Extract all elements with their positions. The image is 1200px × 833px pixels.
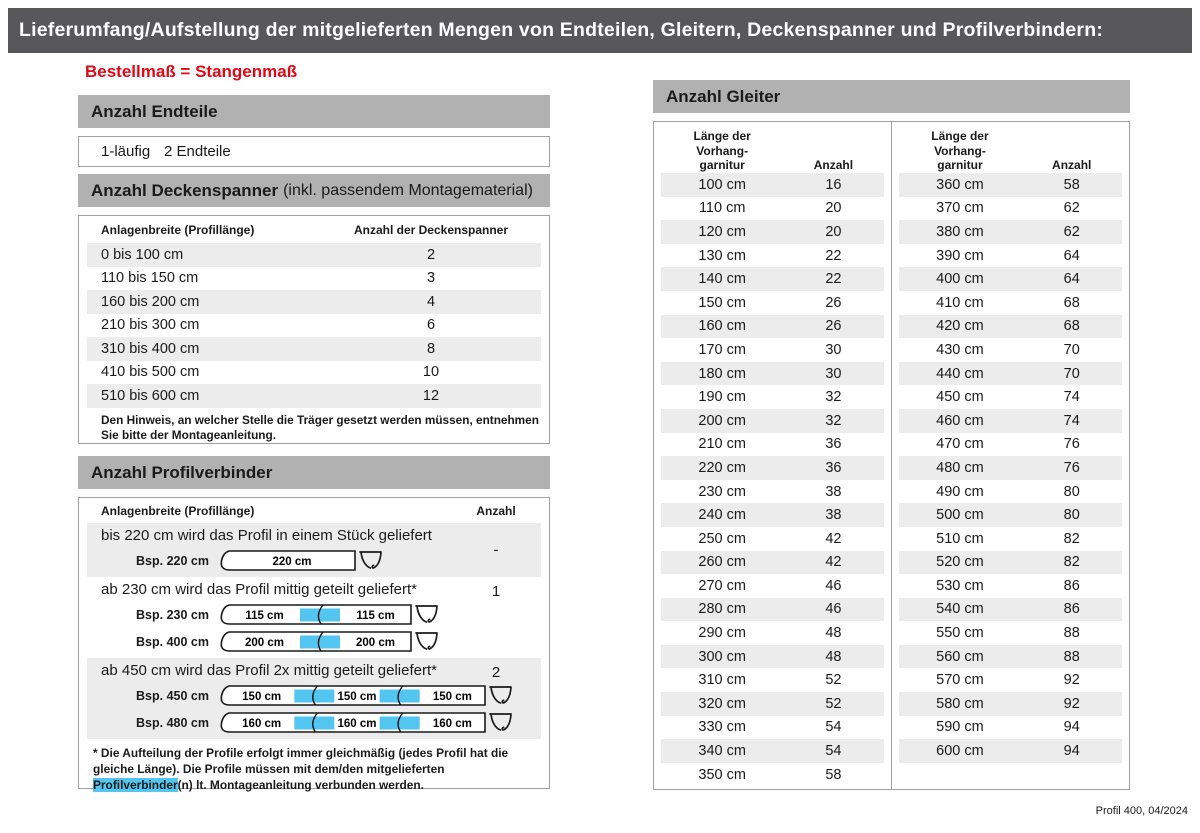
section-title: Anzahl Gleiter — [666, 86, 781, 106]
table-row — [661, 551, 884, 575]
cell-anzahl: 4 — [426, 293, 436, 310]
cell-anzahl: 94 — [1063, 719, 1080, 736]
gleiter-subtable-left — [654, 122, 892, 789]
cell-anzahl: 52 — [825, 695, 842, 712]
table-row — [899, 456, 1123, 480]
column-header: Anlagenbreite (Profillänge) — [101, 504, 255, 518]
cell-anzahl: 2 — [426, 246, 436, 263]
table-row — [899, 409, 1123, 433]
cell-anzahl: 82 — [1063, 530, 1080, 547]
cell-anzahl: 52 — [825, 672, 842, 689]
deckenspanner-note: Den Hinweis, an welcher Stelle die Träger gesetzt werden müssen, entnehmen Sie bitte der Montageanleitung. — [101, 412, 539, 442]
cell-laenge: 380 cm — [936, 223, 984, 240]
document-footer: Profil 400, 04/2024 — [1095, 805, 1188, 817]
cell-anzahl: 88 — [1063, 648, 1080, 665]
cell-anzahl: 58 — [1063, 176, 1080, 193]
row-description: ab 450 cm wird das Profil 2x mittig geteilt geliefert* — [101, 662, 437, 679]
cell-anzahl: 76 — [1063, 459, 1080, 476]
section-title: Anzahl Endteile — [91, 101, 218, 121]
cell-laenge: 570 cm — [936, 672, 984, 689]
cell-laenge: 560 cm — [936, 648, 984, 665]
cell-anzahl: 26 — [825, 318, 842, 335]
table-row — [899, 291, 1123, 315]
cell-anzahl: 54 — [825, 743, 842, 760]
cell-laenge: 510 cm — [936, 530, 984, 547]
cell-laenge: 530 cm — [936, 577, 984, 594]
cell-anzahl: 62 — [1063, 200, 1080, 217]
profile-end-cap — [490, 687, 511, 703]
column-header: Anzahl — [1052, 158, 1092, 172]
section-title: Anzahl Deckenspanner — [91, 180, 279, 200]
segment-length-label: 160 cm — [432, 718, 472, 730]
cell-anlagenbreite: 210 bis 300 cm — [101, 317, 200, 334]
cell-anlagenbreite: 0 bis 100 cm — [101, 246, 184, 263]
cell-laenge: 270 cm — [698, 577, 746, 594]
cell-anzahl: 36 — [825, 459, 842, 476]
cell-laenge: 400 cm — [936, 271, 984, 288]
section-title: Anzahl Profilverbinder — [91, 462, 273, 482]
column-header: Anlagenbreite (Profillänge) — [101, 223, 255, 237]
cell-anlagenbreite: 160 bis 200 cm — [101, 293, 200, 310]
cell-laenge: 290 cm — [698, 625, 746, 642]
cell-anzahl: 1 — [491, 583, 501, 600]
cell-anzahl: 6 — [426, 317, 436, 334]
cell-laenge: 520 cm — [936, 554, 984, 571]
cell-laenge: 580 cm — [936, 695, 984, 712]
cell-laenge: 590 cm — [936, 719, 984, 736]
table-body — [79, 523, 549, 739]
cell-anzahl: 80 — [1063, 483, 1080, 500]
cell-anzahl: 16 — [825, 176, 842, 193]
table-row — [661, 362, 884, 386]
table-body — [79, 243, 549, 408]
profilverbinder-row — [87, 577, 541, 658]
table-row — [87, 243, 541, 267]
profile-diagram — [215, 603, 444, 627]
row-description: bis 220 cm wird das Profil in einem Stück geliefert — [101, 527, 432, 544]
cell-anzahl: 30 — [825, 365, 842, 382]
cell-laenge: 150 cm — [698, 294, 746, 311]
table-row — [661, 173, 884, 197]
cell-laenge: 450 cm — [936, 389, 984, 406]
profile-diagram — [215, 549, 388, 573]
segment-length-label: 115 cm — [245, 610, 284, 622]
cell-laenge: 480 cm — [936, 459, 984, 476]
table-row — [899, 621, 1123, 645]
profilverbinder-table — [78, 497, 550, 793]
cell-anlagenbreite: 110 bis 150 cm — [101, 270, 199, 287]
cell-anzahl: 36 — [825, 436, 842, 453]
cell-anzahl: 32 — [825, 389, 842, 406]
table-row — [661, 291, 884, 315]
cell-laenge: 190 cm — [698, 389, 746, 406]
cell-laenge: 470 cm — [936, 436, 984, 453]
example-label: Bsp. 220 cm — [136, 554, 209, 568]
endteile-variant: 1-läufig — [101, 143, 151, 160]
cell-laenge: 490 cm — [936, 483, 984, 500]
cell-laenge: 220 cm — [698, 459, 746, 476]
cell-anzahl: 70 — [1063, 365, 1080, 382]
gleiter-table — [653, 121, 1130, 790]
table-row — [661, 456, 884, 480]
cell-laenge: 330 cm — [698, 719, 746, 736]
table-row — [899, 315, 1123, 339]
table-body — [899, 173, 1123, 763]
table-row — [661, 197, 884, 221]
table-row — [661, 739, 884, 763]
cell-laenge: 550 cm — [936, 625, 984, 642]
footnote-text: (n) lt. Montageanleitung verbunden werden. — [177, 778, 424, 793]
cell-anzahl: 92 — [1063, 695, 1080, 712]
table-row — [899, 598, 1123, 622]
example-label: Bsp. 230 cm — [136, 608, 209, 622]
cell-anzahl: 2 — [491, 664, 501, 681]
cell-anzahl: 48 — [825, 625, 842, 642]
cell-laenge: 180 cm — [698, 365, 746, 382]
table-row — [661, 480, 884, 504]
cell-laenge: 410 cm — [936, 294, 984, 311]
cell-anzahl: 82 — [1063, 554, 1080, 571]
title-bar — [8, 8, 1192, 53]
cell-laenge: 390 cm — [936, 247, 984, 264]
profile-example — [87, 684, 541, 708]
table-row — [661, 527, 884, 551]
segment-length-label: 150 cm — [242, 691, 282, 703]
table-row — [87, 267, 541, 291]
cell-laenge: 210 cm — [698, 436, 746, 453]
cell-laenge: 300 cm — [698, 648, 746, 665]
table-row — [661, 244, 884, 268]
table-row — [899, 739, 1123, 763]
cell-laenge: 240 cm — [698, 507, 746, 524]
profile-example — [87, 630, 541, 654]
column-header: Anzahl — [476, 504, 516, 518]
cell-laenge: 260 cm — [698, 554, 746, 571]
example-label: Bsp. 450 cm — [136, 689, 209, 703]
cell-laenge: 600 cm — [936, 743, 984, 760]
column-header: Anzahl der Deckenspanner — [353, 223, 509, 237]
cell-anzahl: 74 — [1063, 389, 1080, 406]
table-row — [661, 763, 884, 787]
segment-length-label: 160 cm — [242, 718, 282, 730]
cell-anzahl: 64 — [1063, 271, 1080, 288]
section-header-profilverbinder — [78, 456, 550, 489]
table-row — [661, 338, 884, 362]
table-row — [661, 315, 884, 339]
order-measure-note: Bestellmaß = Stangenmaß — [85, 62, 298, 81]
table-row — [899, 574, 1123, 598]
segment-length-label: 150 cm — [432, 691, 472, 703]
cell-anzahl: 42 — [825, 554, 842, 571]
footnote-highlight: Profilverbinder — [93, 778, 178, 793]
table-row — [87, 314, 541, 338]
column-header: Länge der Vorhang- garnitur — [693, 129, 751, 173]
table-row — [661, 220, 884, 244]
cell-laenge: 120 cm — [698, 223, 746, 240]
column-header: Länge der Vorhang- garnitur — [931, 129, 989, 173]
cell-anlagenbreite: 310 bis 400 cm — [101, 340, 200, 357]
profilverbinder-row — [87, 658, 541, 739]
cell-anzahl: 70 — [1063, 341, 1080, 358]
profile-diagram — [215, 630, 444, 654]
cell-anzahl: 38 — [825, 507, 842, 524]
cell-anzahl: 46 — [825, 601, 842, 618]
table-row — [899, 338, 1123, 362]
table-row — [899, 503, 1123, 527]
profilverbinder-footnote — [93, 745, 541, 793]
cell-anzahl: - — [493, 541, 499, 559]
cell-anzahl: 86 — [1063, 601, 1080, 618]
table-row — [87, 337, 541, 361]
table-row — [661, 668, 884, 692]
cell-anzahl: 86 — [1063, 577, 1080, 594]
table-row — [661, 716, 884, 740]
endteile-table — [78, 136, 550, 167]
cell-laenge: 170 cm — [698, 341, 746, 358]
cell-laenge: 350 cm — [698, 766, 746, 783]
cell-anlagenbreite: 410 bis 500 cm — [101, 364, 200, 381]
table-row — [661, 433, 884, 457]
cell-anzahl: 46 — [825, 577, 842, 594]
table-row — [899, 362, 1123, 386]
endteile-count: 2 Endteile — [164, 143, 231, 160]
profile-end-cap — [490, 714, 511, 730]
table-row — [661, 503, 884, 527]
table-row — [899, 527, 1123, 551]
cell-anzahl: 10 — [422, 364, 440, 381]
cell-laenge: 540 cm — [936, 601, 984, 618]
cell-laenge: 460 cm — [936, 412, 984, 429]
table-row — [899, 551, 1123, 575]
table-row — [899, 692, 1123, 716]
cell-anzahl: 26 — [825, 294, 842, 311]
section-header-endteile — [78, 95, 550, 128]
cell-anzahl: 58 — [825, 766, 842, 783]
segment-length-label: 220 cm — [272, 556, 312, 568]
table-row — [661, 385, 884, 409]
cell-laenge: 140 cm — [698, 271, 746, 288]
cell-anzahl: 8 — [426, 340, 436, 357]
cell-laenge: 100 cm — [698, 176, 746, 193]
table-row — [899, 385, 1123, 409]
table-header-row — [661, 122, 884, 173]
cell-laenge: 320 cm — [698, 695, 746, 712]
profile-end-cap — [416, 633, 437, 649]
cell-laenge: 200 cm — [698, 412, 746, 429]
profile-end-cap — [360, 552, 381, 568]
cell-laenge: 420 cm — [936, 318, 984, 335]
segment-length-label: 200 cm — [244, 637, 285, 649]
profile-end-cap — [416, 606, 437, 622]
cell-laenge: 360 cm — [936, 176, 984, 193]
table-header-row — [87, 499, 541, 523]
cell-anzahl: 94 — [1063, 743, 1080, 760]
cell-laenge: 250 cm — [698, 530, 746, 547]
cell-anzahl: 62 — [1063, 223, 1080, 240]
cell-laenge: 440 cm — [936, 365, 984, 382]
cell-anzahl: 92 — [1063, 672, 1080, 689]
cell-anzahl: 68 — [1063, 318, 1080, 335]
row-description: ab 230 cm wird das Profil mittig geteilt geliefert* — [101, 581, 417, 598]
profile-diagram — [215, 684, 518, 708]
table-row — [87, 384, 541, 408]
cell-anzahl: 30 — [825, 341, 842, 358]
profile-diagram — [215, 711, 518, 735]
cell-anzahl: 20 — [825, 223, 842, 240]
cell-laenge: 430 cm — [936, 341, 984, 358]
cell-laenge: 160 cm — [698, 318, 746, 335]
cell-anzahl: 32 — [825, 412, 842, 429]
table-row — [661, 621, 884, 645]
cell-anlagenbreite: 510 bis 600 cm — [101, 387, 200, 404]
section-header-gleiter — [653, 80, 1130, 113]
deckenspanner-table — [78, 215, 550, 444]
segment-length-label: 200 cm — [355, 637, 396, 649]
cell-laenge: 340 cm — [698, 743, 746, 760]
table-row — [899, 220, 1123, 244]
profilverbinder-row — [87, 523, 541, 577]
cell-anzahl: 22 — [825, 271, 842, 288]
table-row — [661, 645, 884, 669]
cell-anzahl: 88 — [1063, 625, 1080, 642]
cell-anzahl: 54 — [825, 719, 842, 736]
footnote-text: * Die Aufteilung der Profile erfolgt immer gleichmäßig (jedes Profil hat die gleiche Länge). Die Profile müssen mit dem/den mitgelieferten — [93, 746, 509, 777]
table-row — [661, 574, 884, 598]
cell-laenge: 110 cm — [698, 200, 746, 217]
cell-anzahl: 12 — [422, 387, 440, 404]
table-row — [87, 361, 541, 385]
gleiter-subtable-right — [892, 122, 1130, 789]
table-header-row — [87, 217, 541, 243]
cell-anzahl: 68 — [1063, 294, 1080, 311]
table-row — [661, 598, 884, 622]
column-header: Anzahl — [813, 158, 854, 172]
section-header-deckenspanner — [78, 174, 550, 207]
cell-laenge: 500 cm — [936, 507, 984, 524]
table-row — [899, 716, 1123, 740]
cell-laenge: 370 cm — [936, 200, 984, 217]
cell-anzahl: 64 — [1063, 247, 1080, 264]
cell-anzahl: 22 — [825, 247, 842, 264]
table-row — [899, 173, 1123, 197]
cell-anzahl: 20 — [825, 200, 842, 217]
profile-example — [87, 603, 541, 627]
table-row — [899, 480, 1123, 504]
cell-anzahl: 38 — [825, 483, 842, 500]
table-row — [899, 645, 1123, 669]
table-row — [661, 692, 884, 716]
table-header-row — [899, 122, 1123, 173]
table-row — [661, 267, 884, 291]
segment-length-label: 150 cm — [337, 691, 377, 703]
table-row — [899, 267, 1123, 291]
segment-length-label: 160 cm — [337, 718, 377, 730]
table-row — [661, 409, 884, 433]
cell-anzahl: 3 — [426, 270, 436, 287]
example-label: Bsp. 400 cm — [136, 635, 209, 649]
table-row — [899, 433, 1123, 457]
cell-laenge: 310 cm — [698, 672, 746, 689]
table-row — [899, 244, 1123, 268]
table-row — [899, 668, 1123, 692]
cell-anzahl: 48 — [825, 648, 842, 665]
example-label: Bsp. 480 cm — [136, 716, 209, 730]
cell-anzahl: 76 — [1063, 436, 1080, 453]
cell-laenge: 230 cm — [698, 483, 746, 500]
cell-anzahl: 42 — [825, 530, 842, 547]
profile-example — [87, 711, 541, 735]
page-title: Lieferumfang/Aufstellung der mitgelieferten Mengen von Endteilen, Gleitern, Deckenspanner und Profilverbindern: — [19, 19, 1104, 41]
section-subtitle: (inkl. passendem Montagematerial) — [283, 181, 533, 199]
table-body — [661, 173, 884, 786]
table-row — [87, 290, 541, 314]
cell-anzahl: 80 — [1063, 507, 1080, 524]
table-row — [899, 197, 1123, 221]
cell-anzahl: 74 — [1063, 412, 1080, 429]
cell-laenge: 130 cm — [698, 247, 746, 264]
cell-laenge: 280 cm — [698, 601, 746, 618]
segment-length-label: 115 cm — [356, 610, 395, 622]
